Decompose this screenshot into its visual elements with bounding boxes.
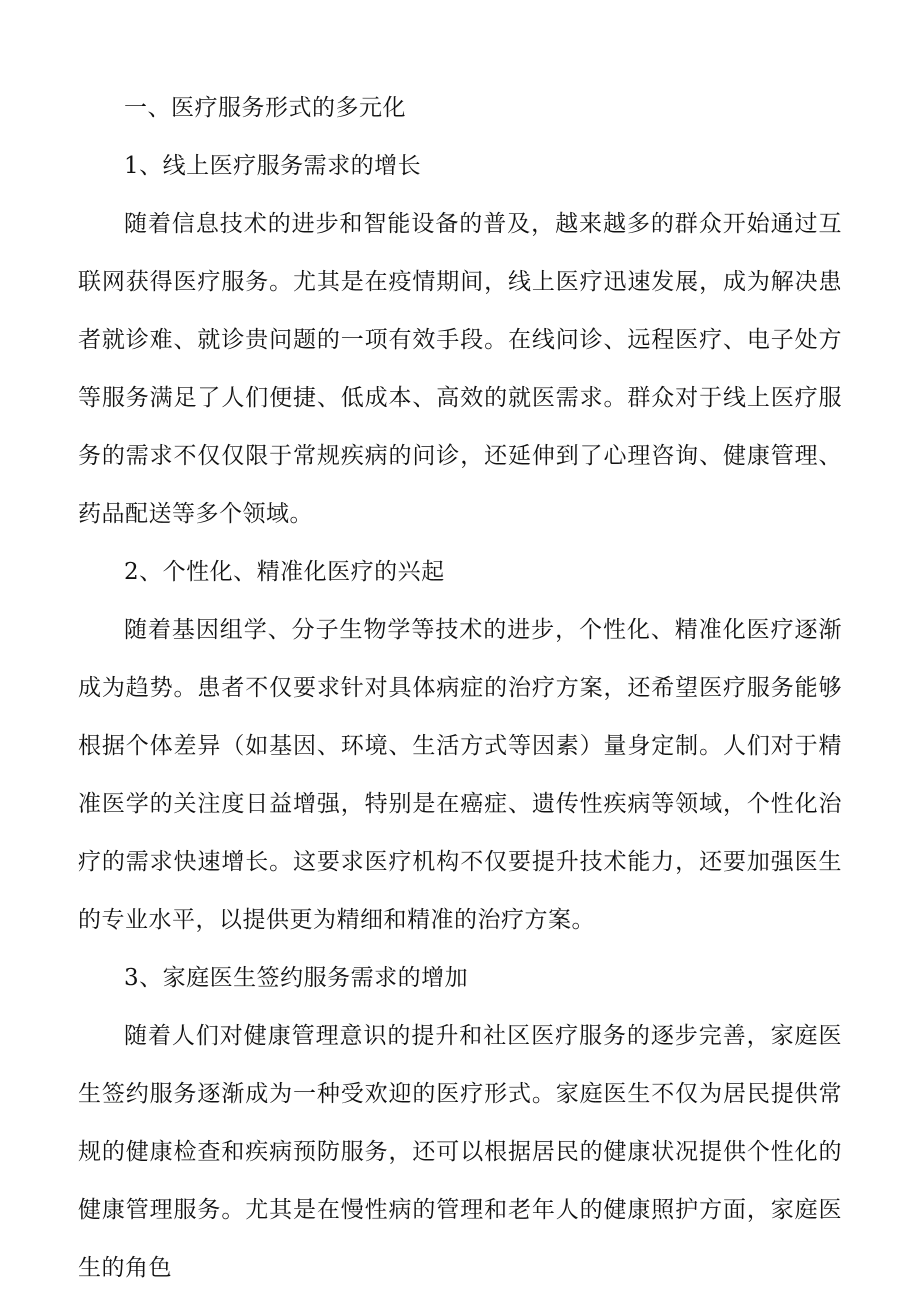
paragraph-precision-medicine: 随着基因组学、分子生物学等技术的进步，个性化、精准化医疗逐渐成为趋势。患者不仅要求针对具体病症的治疗方案，还希望医疗服务能够根据个体差异（如基因、环境、生活方式等因素）量身定制。人们对于精准医学的关注度日益增强，特别是在癌症、遗传性疾病等领域，个性化治疗的需求快速增长。这要求医疗机构不仅要提升技术能力，还要加强医生的专业水平，以提供更为精细和精准的治疗方案。 xyxy=(78,617,842,933)
paragraph-family-doctor: 随着人们对健康管理意识的提升和社区医疗服务的逐步完善，家庭医生签约服务逐渐成为一种受欢迎的医疗形式。家庭医生不仅为居民提供常规的健康检查和疾病预防服务，还可以根据居民的健康状况提供个性化的健康管理服务。尤其是在慢性病的管理和老年人的健康照护方面，家庭医生的角色 xyxy=(78,1023,842,1281)
subsection-heading-online-medical: 1、线上医疗服务需求的增长 xyxy=(124,153,422,179)
section-heading: 一、医疗服务形式的多元化 xyxy=(124,95,406,121)
subsection-heading-precision-medicine: 2、个性化、精准化医疗的兴起 xyxy=(124,559,445,585)
document-body xyxy=(78,79,842,1297)
paragraph-online-medical: 随着信息技术的进步和智能设备的普及，越来越多的群众开始通过互联网获得医疗服务。尤其是在疫情期间，线上医疗迅速发展，成为解决患者就诊难、就诊贵问题的一项有效手段。在线问诊、远程医疗、电子处方等服务满足了人们便捷、低成本、高效的就医需求。群众对于线上医疗服务的需求不仅仅限于常规疾病的问诊，还延伸到了心理咨询、健康管理、药品配送等多个领域。 xyxy=(78,211,842,527)
subsection-heading-family-doctor: 3、家庭医生签约服务需求的增加 xyxy=(124,965,469,991)
